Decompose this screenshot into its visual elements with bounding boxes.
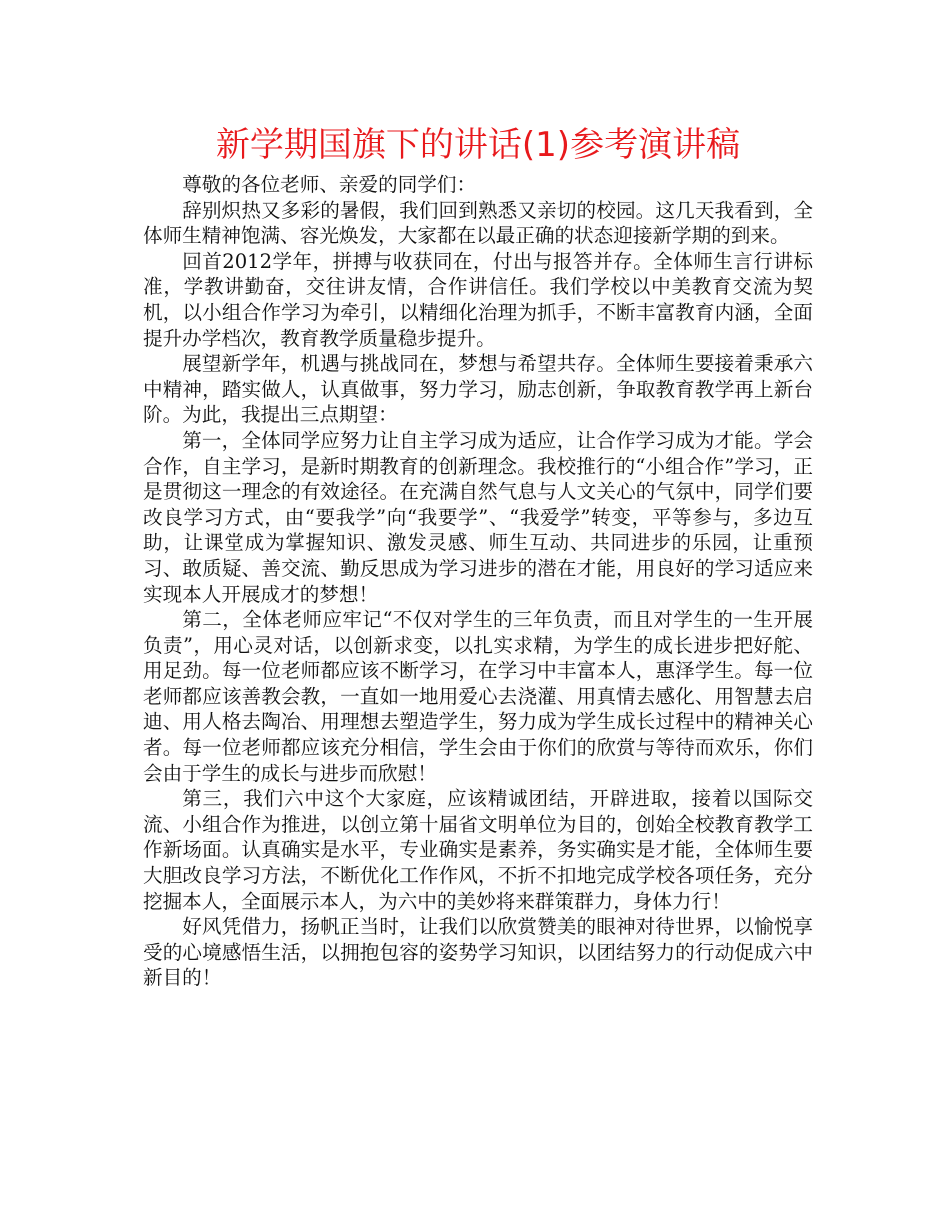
paragraph-review: 回首2012学年，拼搏与收获同在，付出与报答并存。全体师生言行讲标准，学教讲勤奋，交往讲友情，合作讲信任。我们学校以中美教育交流为契机，以小组合作学习为牵引，以精细化治理为抓手，不断丰富教育内涵，全面提升办学档次，教育教学质量稳步提升。 bbox=[143, 249, 813, 350]
document-page bbox=[143, 122, 813, 991]
paragraph-outlook: 展望新学年，机遇与挑战同在，梦想与希望共存。全体师生要接着秉承六中精神，踏实做人，认真做事，努力学习，励志创新，争取教育教学再上新台阶。为此，我提出三点期望： bbox=[143, 352, 813, 427]
paragraph-opening: 辞别炽热又多彩的暑假，我们回到熟悉又亲切的校园。这几天我看到，全体师生精神饱满、容光焕发，大家都在以最正确的状态迎接新学期的到来。 bbox=[143, 198, 813, 248]
paragraph-second-expectation: 第二，全体老师应牢记“不仅对学生的三年负责，而且对学生的一生开展负责”，用心灵对话，以创新求变，以扎实求精，为学生的成长进步把好舵、用足劲。每一位老师都应该不断学习，在学习中丰富本人，惠泽学生。每一位老师都应该善教会教，一直如一地用爱心去浇灌、用真情去感化、用智慧去启迪、用人格去陶冶、用理想去塑造学生，努力成为学生成长过程中的精神关心者。每一位老师都应该充分相信，学生会由于你们的欣赏与等待而欢乐，你们会由于学生的成长与进步而欣慰！ bbox=[143, 608, 813, 785]
paragraph-third-expectation: 第三，我们六中这个大家庭，应该精诚团结，开辟进取，接着以国际交流、小组合作为推进，以创立第十届省文明单位为目的，创始全校教育教学工作新场面。认真确实是水平，专业确实是素养，务实确实是才能，全体师生要大胆改良学习方法，不断优化工作作风，不折不扣地完成学校各项任务，充分挖掘本人，全面展示本人，为六中的美妙将来群策群力，身体力行！ bbox=[143, 787, 813, 913]
paragraph-closing: 好风凭借力，扬帆正当时，让我们以欣赏赞美的眼神对待世界，以愉悦享受的心境感悟生活，以拥抱包容的姿势学习知识，以团结努力的行动促成六中新目的！ bbox=[143, 915, 813, 990]
document-body bbox=[143, 172, 813, 991]
document-title: 新学期国旗下的讲话(1)参考演讲稿 bbox=[215, 125, 741, 165]
paragraph-first-expectation: 第一，全体同学应努力让自主学习成为适应，让合作学习成为才能。学会合作，自主学习，是新时期教育的创新理念。我校推行的“小组合作”学习，正是贯彻这一理念的有效途径。在充满自然气息与人文关心的气氛中，同学们要改良学习方式，由“要我学”向“我要学”、“我爱学”转变，平等参与，多边互助，让课堂成为掌握知识、激发灵感、师生互动、共同进步的乐园，让重预习、敢质疑、善交流、勤反思成为学习进步的潜在才能，用良好的学习适应来实现本人开展成才的梦想！ bbox=[143, 428, 813, 606]
salutation: 尊敬的各位老师、亲爱的同学们： bbox=[182, 173, 477, 196]
